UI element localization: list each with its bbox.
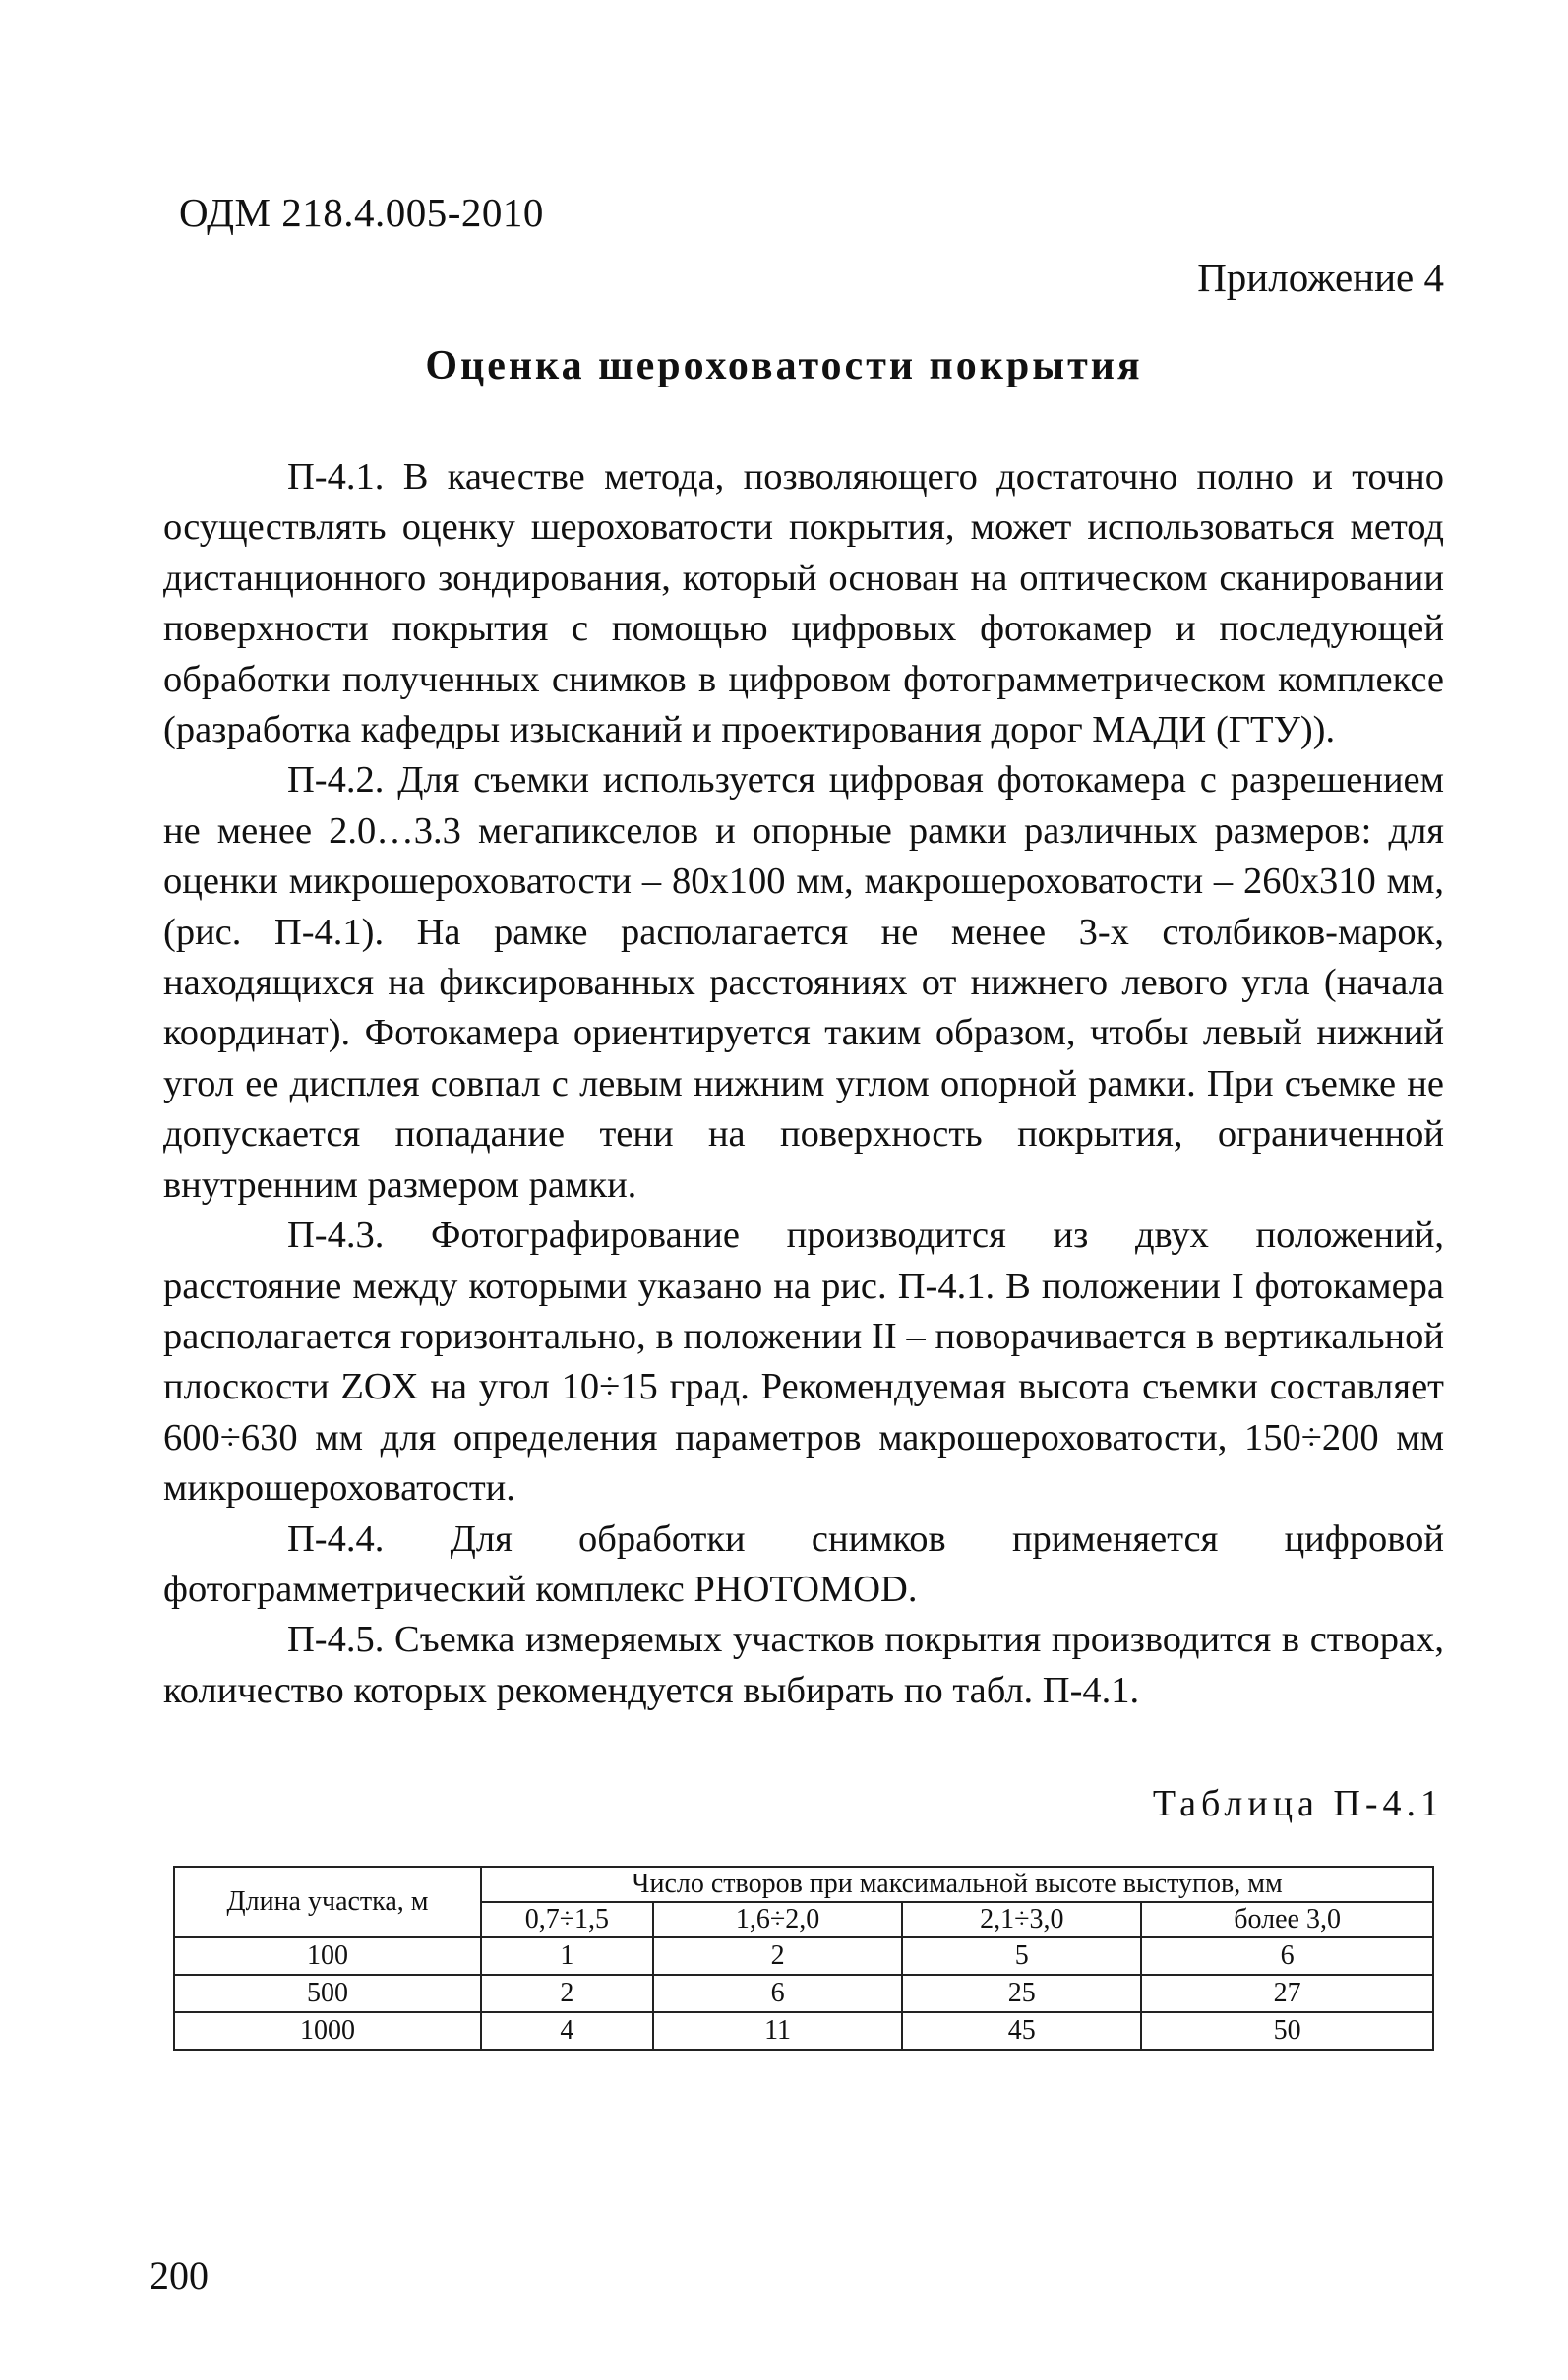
table-cell: 45 (902, 2012, 1141, 2050)
table-cell: 500 (174, 1975, 481, 2012)
subheader-cell: 2,1÷3,0 (902, 1902, 1141, 1937)
subheader-cell: 1,6÷2,0 (653, 1902, 903, 1937)
paragraph-p-4-5: П-4.5. Съемка измеряемых участков покрытия производится в створах, количество которых рекомендуется выбирать по табл. П-4.1. (163, 1619, 1444, 1711)
paragraph-p-4-4: П-4.4. Для обработки снимков применяется цифровой фотограмметрический комплекс PHOTOMOD. (163, 1517, 1444, 1610)
paragraph-p-4-1: П-4.1. В качестве метода, позволяющего достаточно полно и точно осуществлять оценку шероховатости покрытия, может использоваться метод дистанционного зондирования, который основан на оптическом сканировании поверхности покрытия с помощью цифровых фотокамер и последующей обработки полученных снимков в цифровом фотограмметрическом комплексе (разработка кафедры изысканий и проектирования дорог МАДИ (ГТУ)). (163, 456, 1444, 751)
body-text (163, 452, 1444, 1716)
table-cell: 1000 (174, 2012, 481, 2050)
table-row (174, 1937, 1433, 1975)
table-cell: 11 (653, 2012, 903, 2050)
paragraph-p-4-2: П-4.2. Для съемки используется цифровая фотокамера с разрешением не менее 2.0…3.3 мегапикселов и опорные рамки различных размеров: для оценки микрошероховатости – 80х100 мм, макрошероховатости – 260х310 мм, (рис. П-4.1). На рамке располагается не менее 3-х столбиков-марок, находящихся на фиксированных расстояниях от нижнего левого угла (начала координат). Фотокамера ориентируется таким образом, чтобы левый нижний угол ее дисплея совпал с левым нижним углом опорной рамки. При съемке не допускается попадание тени на поверхность покрытия, ограниченной внутренним размером рамки. (163, 759, 1444, 1206)
subheader-cell: более 3,0 (1141, 1902, 1433, 1937)
page-title: Оценка шероховатости покрытия (425, 343, 1143, 388)
table-cell: 6 (653, 1975, 903, 2012)
table-cell: 27 (1141, 1975, 1433, 2012)
paragraph-p-4-3: П-4.3. Фотографирование производится из двух положений, расстояние между которыми указано на рис. П-4.1. В положении I фотокамера располагается горизонтально, в положении II – поворачивается в вертикальной плоскости ZOX на угол 10÷15 град. Рекомендуемая высота съемки составляет 600÷630 мм для определения параметров макрошероховатости, 150÷200 мм микрошероховатости. (163, 1215, 1444, 1510)
header-length: Длина участка, м (174, 1867, 481, 1937)
table-cell: 4 (481, 2012, 653, 2050)
table-cell: 6 (1141, 1937, 1433, 1975)
table-cell: 100 (174, 1937, 481, 1975)
document-code: ОДМ 218.4.005-2010 (179, 190, 544, 235)
table-cell: 50 (1141, 2012, 1433, 2050)
appendix-label: Приложение 4 (1197, 255, 1444, 300)
table-caption: Таблица П-4.1 (1152, 1783, 1444, 1824)
header-group: Число створов при максимальной высоте выступов, мм (481, 1867, 1433, 1902)
table-row (174, 2012, 1433, 2050)
subheader-cell: 0,7÷1,5 (481, 1902, 653, 1937)
page-number: 200 (150, 2253, 209, 2297)
sections-table (173, 1866, 1434, 2051)
table-cell: 5 (902, 1937, 1141, 1975)
table-cell: 1 (481, 1937, 653, 1975)
table-cell: 2 (481, 1975, 653, 2012)
table-cell: 25 (902, 1975, 1141, 2012)
table-header-row (174, 1867, 1433, 1902)
table-cell: 2 (653, 1937, 903, 1975)
table-row (174, 1975, 1433, 2012)
